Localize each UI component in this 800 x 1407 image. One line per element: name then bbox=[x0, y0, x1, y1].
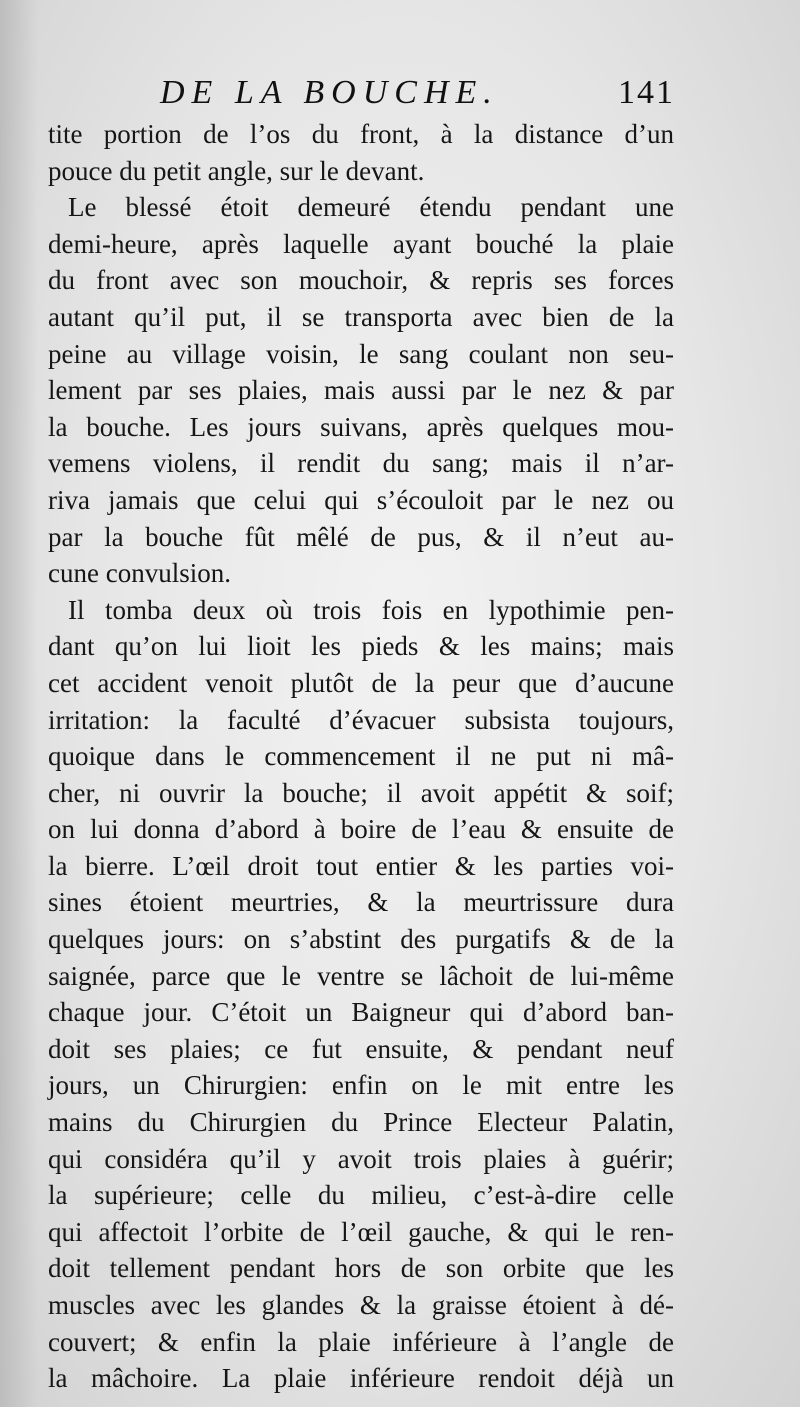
text-line: qui affectoit l’orbite de l’œil gauche, & qui le ren- bbox=[48, 1216, 674, 1247]
page-number: 141 bbox=[618, 74, 675, 111]
text-line: doit tellement pendant hors de son orbite que les bbox=[48, 1253, 674, 1284]
spine-shadow bbox=[0, 0, 38, 1407]
text-line: couvert; & enfin la plaie inférieure à l’angle de bbox=[48, 1326, 674, 1357]
text-line: quelques jours: on s’abstint des purgatifs & de la bbox=[48, 924, 674, 955]
body-text bbox=[48, 116, 674, 1397]
text-line: Le blessé étoit demeuré étendu pendant une bbox=[68, 192, 674, 223]
text-line: lement par ses plaies, mais aussi par le nez & par bbox=[48, 375, 674, 406]
text-line: peine au village voisin, le sang coulant non seu- bbox=[48, 338, 674, 369]
text-line: cher, ni ouvrir la bouche; il avoit appétit & soif; bbox=[48, 777, 674, 808]
text-line: par la bouche fût mêlé de pus, & il n’eut au- bbox=[48, 521, 674, 552]
text-line: riva jamais que celui qui s’écouloit par le nez ou bbox=[48, 484, 674, 515]
text-line: dant qu’on lui lioit les pieds & les mains; mais bbox=[48, 631, 674, 662]
text-line: Il tomba deux où trois fois en lypothimie pen- bbox=[68, 594, 674, 625]
text-line: on lui donna d’abord à boire de l’eau & ensuite de bbox=[48, 814, 674, 845]
text-line: vemens violens, il rendit du sang; mais il n’ar- bbox=[48, 448, 674, 479]
text-line: saignée, parce que le ventre se lâchoit de lui-même bbox=[48, 960, 674, 991]
text-line: muscles avec les glandes & la graisse étoient à dé- bbox=[48, 1290, 674, 1320]
text-line: chaque jour. C’étoit un Baigneur qui d’abord ban- bbox=[48, 997, 674, 1028]
page-header bbox=[0, 74, 800, 114]
text-line: doit ses plaies; ce fut ensuite, & pendant neuf bbox=[48, 1033, 674, 1064]
text-line: jours, un Chirurgien: enfin on le mit entre les bbox=[48, 1070, 674, 1101]
text-line: demi-heure, après laquelle ayant bouché la plaie bbox=[48, 228, 674, 259]
text-line: du front avec son mouchoir, & repris ses forces bbox=[48, 265, 674, 296]
text-line: irritation: la faculté d’évacuer subsista toujours, bbox=[48, 704, 674, 735]
text-line: autant qu’il put, il se transporta avec bien de la bbox=[48, 301, 674, 332]
text-line: cet accident venoit plutôt de la peur que d’aucune bbox=[48, 667, 674, 698]
text-line: tite portion de l’os du front, à la distance d’un bbox=[48, 119, 674, 149]
text-line: la bierre. L’œil droit tout entier & les parties voi- bbox=[48, 850, 674, 881]
text-line: qui considéra qu’il y avoit trois plaies à guérir; bbox=[48, 1143, 674, 1174]
text-line: la supérieure; celle du milieu, c’est-à-dire celle bbox=[48, 1180, 674, 1211]
text-line: sines étoient meurtries, & la meurtrissure dura bbox=[48, 887, 674, 918]
text-line: quoique dans le commencement il ne put ni mâ- bbox=[48, 741, 674, 772]
text-line: la mâchoire. La plaie inférieure rendoit déjà un bbox=[48, 1363, 674, 1394]
text-line: mains du Chirurgien du Prince Electeur Palatin, bbox=[48, 1107, 674, 1138]
text-line: cune convulsion. bbox=[48, 558, 231, 589]
running-title: DE LA BOUCHE. bbox=[160, 74, 499, 111]
text-line: la bouche. Les jours suivans, après quelques mou- bbox=[48, 411, 674, 442]
text-line: pouce du petit angle, sur le devant. bbox=[48, 155, 425, 186]
